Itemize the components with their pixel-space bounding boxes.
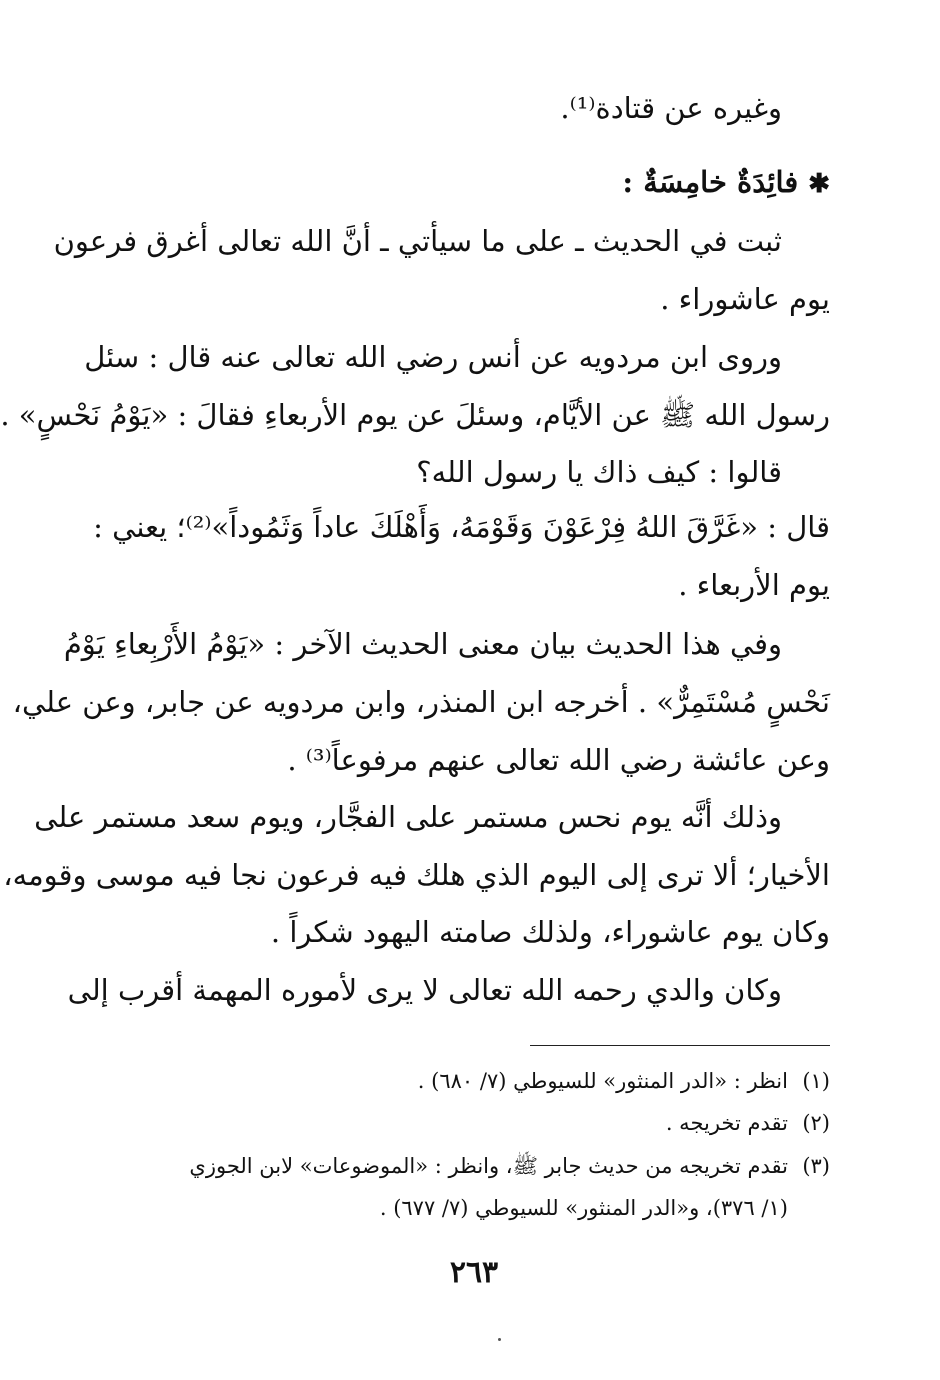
text-line: وكان والدي رحمه الله تعالى لا يرى لأموره المهمة أقرب إلى bbox=[67, 973, 782, 1007]
text-line: رسول الله ﷺ عن الأيَّام، وسئلَ عن يوم الأربعاءِ فقالَ : «يَوْمُ نَحْسٍ» . bbox=[0, 398, 830, 432]
scan-speck bbox=[498, 1338, 501, 1341]
asterisk-icon: ✱ bbox=[808, 169, 830, 199]
footnote-text: انظر : «الدر المنثور» للسيوطي (٧/ ٦٨٠) . bbox=[417, 1069, 788, 1093]
text-line: وروى ابن مردويه عن أنس رضي الله تعالى عنه قال : سئل bbox=[84, 340, 782, 374]
text-line: وذلك أنَّه يوم نحس مستمر على الفجَّار، ويوم سعد مستمر على bbox=[34, 800, 782, 834]
footnote-number: (٢) bbox=[802, 1111, 830, 1135]
text-line: وفي هذا الحديث بيان معنى الحديث الآخر : «يَوْمُ الأَرْبِعاءِ يَوْمُ bbox=[63, 627, 782, 661]
footnote-1 bbox=[118, 1066, 830, 1096]
text-line: ثبت في الحديث ـ على ما سيأتي ـ أنَّ الله تعالى أغرق فرعون bbox=[53, 224, 782, 258]
footnote-divider bbox=[530, 1045, 830, 1046]
text-line: وغيره عن قتادة⁽¹⁾. bbox=[560, 91, 782, 125]
text-line: يوم الأربعاء . bbox=[678, 568, 830, 602]
footnote-3 bbox=[118, 1151, 830, 1181]
footnote-3-continuation: (١/ ٣٧٦)، و«الدر المنثور» للسيوطي (٧/ ٦٧٧) . bbox=[379, 1196, 788, 1220]
footnote-text: تقدم تخريجه من حديث جابر ﷺ، وانظر : «الموضوعات» لابن الجوزي bbox=[189, 1154, 788, 1178]
text-line: يوم عاشوراء . bbox=[660, 282, 830, 316]
footnote-2 bbox=[118, 1108, 830, 1138]
page-number: ٢٦٣ bbox=[449, 1255, 499, 1290]
footnote-number: (٣) bbox=[802, 1154, 830, 1178]
text-line: قالوا : كيف ذاك يا رسول الله؟ bbox=[416, 455, 782, 489]
text-line: الأخيار؛ ألا ترى إلى اليوم الذي هلك فيه فرعون نجا فيه موسى وقومه، bbox=[3, 858, 830, 892]
text-line: وعن عائشة رضي الله تعالى عنهم مرفوعاً⁽³⁾ . bbox=[287, 743, 830, 777]
footnote-text: تقدم تخريجه . bbox=[665, 1111, 788, 1135]
section-heading bbox=[622, 162, 830, 204]
text-line: وكان يوم عاشوراء، ولذلك صامته اليهود شكراً . bbox=[270, 915, 830, 949]
text-line: قال : «غَرَّقَ اللهُ فِرْعَوْنَ وَقَوْمَهُ، وَأَهْلَكَ عاداً وَثَمُوداً»⁽²⁾؛ يعني : bbox=[93, 510, 830, 544]
heading-text: فائِدَةٌ خامِسَةٌ : bbox=[622, 165, 799, 199]
text-line: نَحْسٍ مُسْتَمِرٌّ» . أخرجه ابن المنذر، وابن مردويه عن جابر، وعن علي، bbox=[12, 685, 830, 719]
footnote-number: (١) bbox=[802, 1069, 830, 1093]
